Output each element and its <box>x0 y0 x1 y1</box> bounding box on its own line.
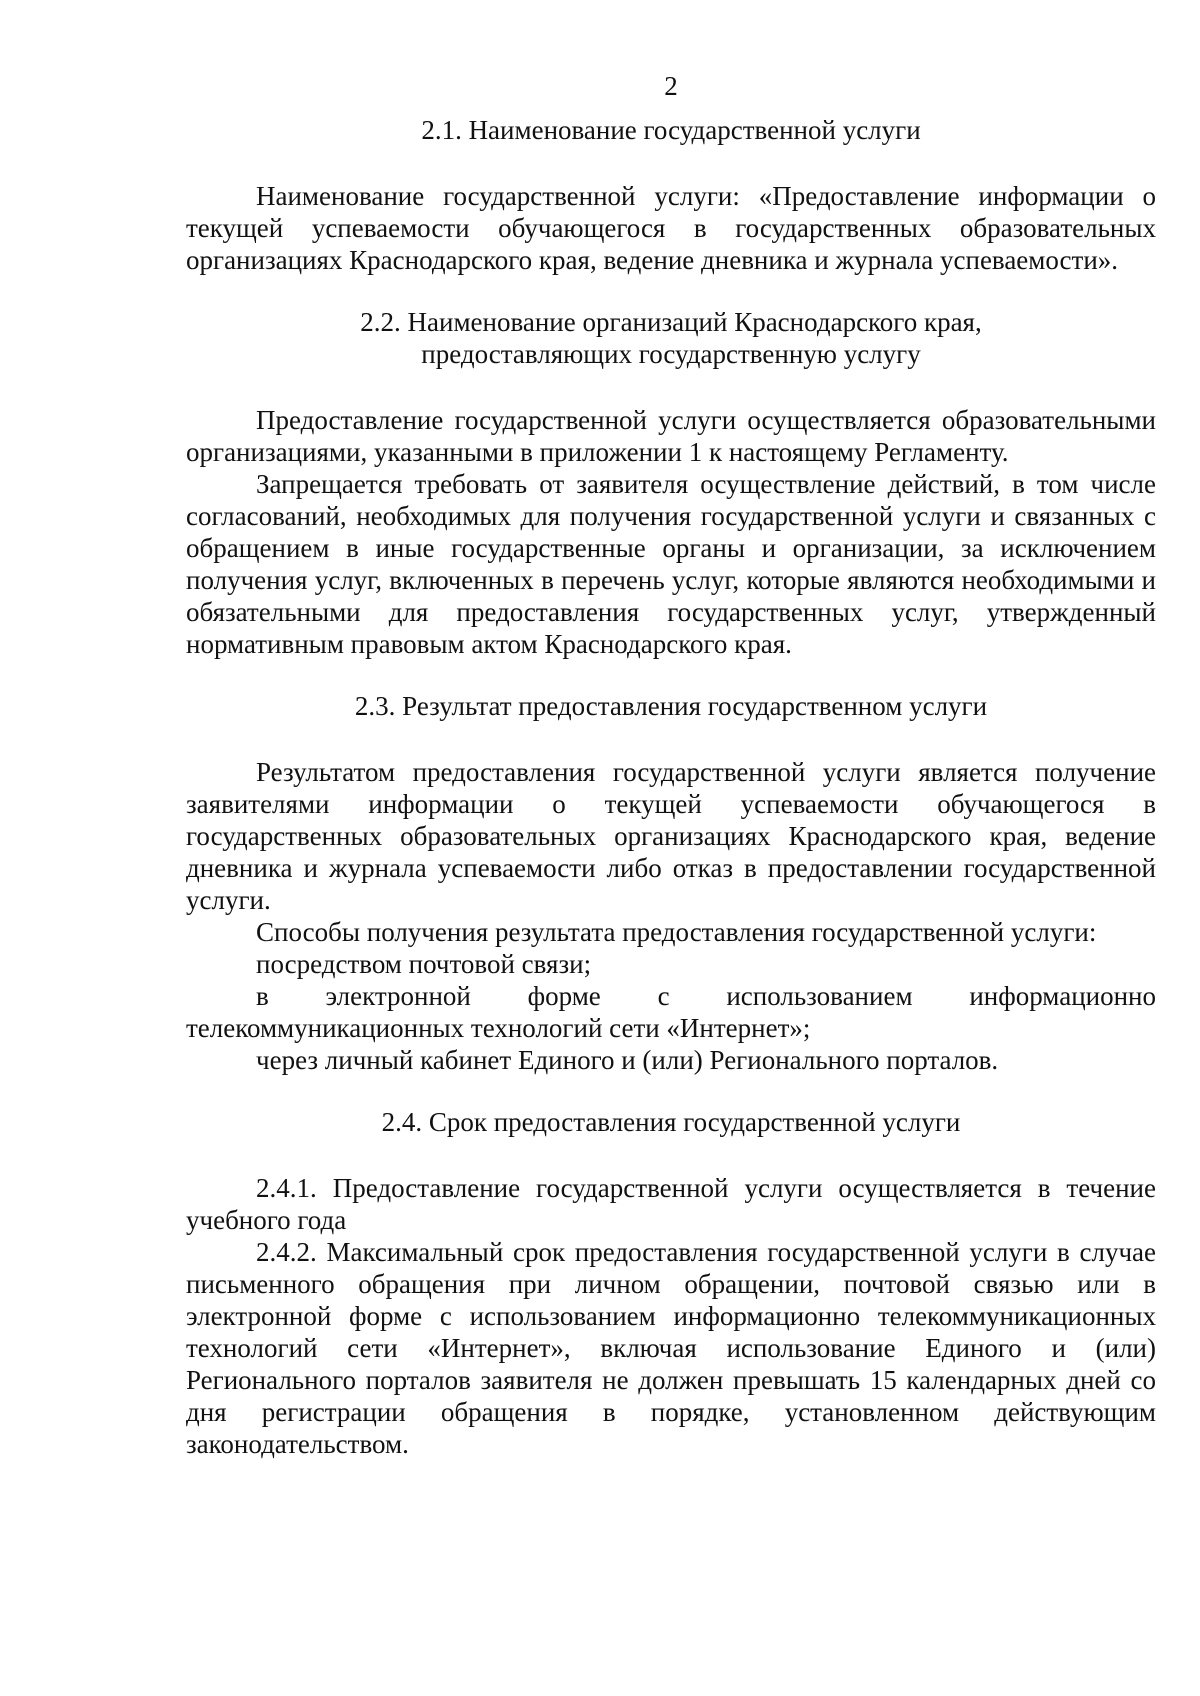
paragraph-2-2-1: Предоставление государственной услуги осуществляется образовательными организациями, указанными в приложении 1 к настоящему Регламенту. <box>186 405 1156 467</box>
heading-2-4: 2.4. Срок предоставления государственной услуги <box>381 1107 961 1137</box>
paragraph-2-2-2: Запрещается требовать от заявителя осуществление действий, в том числе согласований, необходимых для получения государственной услуги и связанных с обращением в иные государственные органы и организации, за исключением получения услуг, включенных в перечень услуг, которые являются необходимыми и обязательными для предоставления государственных услуг, утвержденный нормативным правовым актом Краснодарского края. <box>186 469 1156 659</box>
heading-2-1: 2.1. Наименование государственной услуги <box>421 115 921 145</box>
heading-2-2-line2: предоставляющих государственную услугу <box>421 339 921 369</box>
document-page <box>186 70 1156 1460</box>
paragraph-2-3-1: Результатом предоставления государственной услуги является получение заявителями информации о текущей успеваемости обучающегося в государственных образовательных организациях Краснодарского края, ведение дневника и журнала успеваемости либо отказ в предоставлении государственной услуги. <box>186 757 1156 915</box>
paragraph-2-3-4: в электронной форме с использованием информационно телекоммуникационных технологий сети «Интернет»; <box>186 981 1156 1043</box>
paragraph-2-3-3: посредством почтовой связи; <box>256 949 592 979</box>
paragraph-2-3-5: через личный кабинет Единого и (или) Регионального порталов. <box>256 1045 999 1075</box>
heading-2-2-line1: 2.2. Наименование организаций Краснодарского края, <box>360 307 982 337</box>
paragraph-2-4-2: 2.4.2. Максимальный срок предоставления государственной услуги в случае письменного обращения при личном обращении, почтовой связью или в электронной форме с использованием информационно телекоммуникационных технологий сети «Интернет», включая использование Единого и (или) Регионального порталов заявителя не должен превышать 15 календарных дней со дня регистрации обращения в порядке, установленном действующим законодательством. <box>186 1237 1156 1459</box>
paragraph-2-3-2: Способы получения результата предоставления государственной услуги: <box>256 917 1097 947</box>
page-number: 2 <box>664 71 678 101</box>
paragraph-2-4-1: 2.4.1. Предоставление государственной услуги осуществляется в течение учебного года <box>186 1173 1156 1235</box>
paragraph-2-1-1: Наименование государственной услуги: «Предоставление информации о текущей успеваемости обучающегося в государственных образовательных организациях Краснодарского края, ведение дневника и журнала успеваемости». <box>186 181 1156 275</box>
heading-2-3: 2.3. Результат предоставления государственном услуги <box>354 691 988 721</box>
